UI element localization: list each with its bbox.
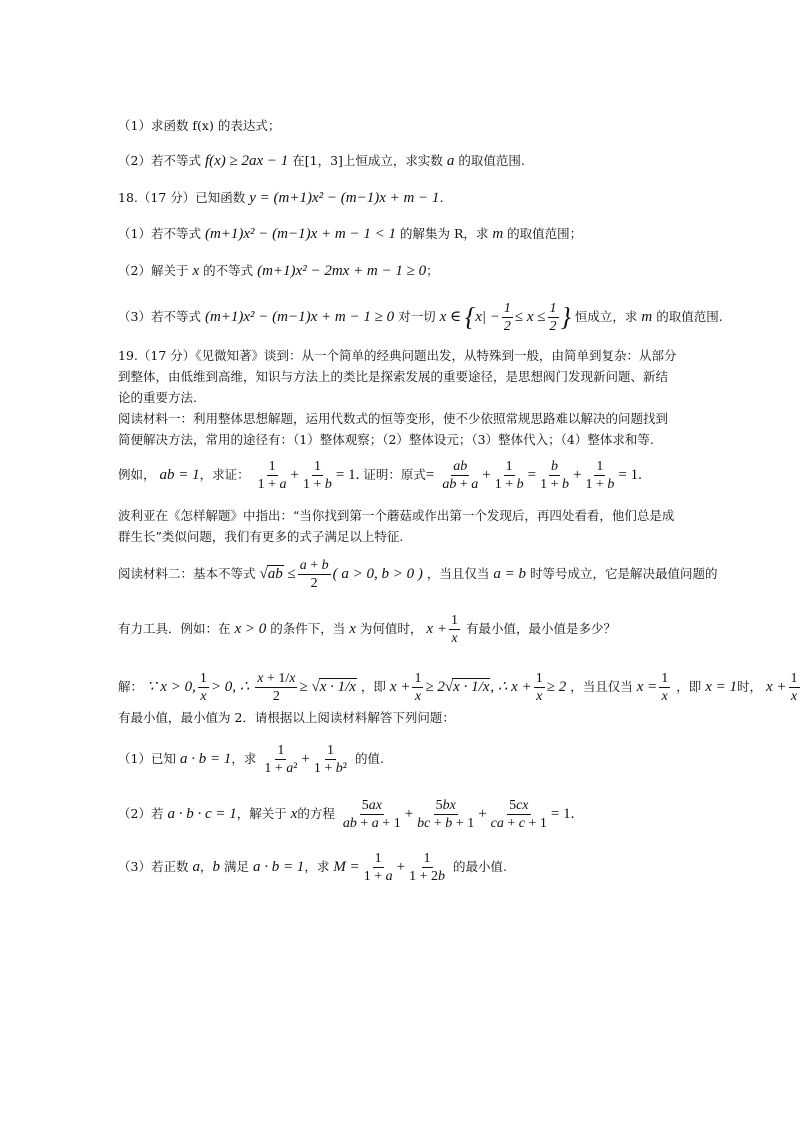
q19-q3-text-b: 满足 <box>223 859 249 874</box>
q18-part2: （2）解关于 x 的不等式 (m+1)x² − 2mx + m − 1 ≥ 0； <box>118 263 439 279</box>
q19-q1-text-a: （1）已知 <box>118 751 176 766</box>
q19-q3-text-d: 的最小值. <box>452 859 507 874</box>
q18-p2-text-b: 的不等式 <box>203 263 254 278</box>
q19-intro <box>118 345 678 408</box>
math-ab-1: ab = 1 <box>159 467 200 483</box>
q19-solution-text-d: ，即 <box>676 679 702 694</box>
q19-example-text-c: 证明：原式 <box>363 467 426 482</box>
q19-solution-text-a: 解： <box>118 679 144 694</box>
q19-example-text-b: ，求证： <box>199 467 250 482</box>
q18-p3-text-d: 的取值范围. <box>656 308 723 324</box>
q19-q1-text-c: 的值. <box>354 751 384 766</box>
q19-material2-text-b: ，当且仅当 <box>426 566 490 581</box>
q18-p3-text-c: 恒成立，求 <box>574 308 638 324</box>
q17-part2-text-b: 在[1，3]上恒成立，求实数 <box>292 153 443 168</box>
q18-p1-math: (m+1)x² − (m−1)x + m − 1 < 1 <box>204 226 396 242</box>
q19-tool-text-b: 的条件下，当 <box>270 621 346 636</box>
q19-q2: （2）若 a · b · c = 1，解关于 x的方程 $\frac{5ax}{ab + a + 1}$ + $\frac{5bx}{bc + b + 1}$ + $\frac{5cx}{ca + c + 1}$ = 1. <box>118 798 575 831</box>
set-expression: x ∈ {x| − $\frac{1}{2}$ ≤ x ≤ $\frac{1}{2}$ } <box>439 301 571 334</box>
var-m: m <box>641 308 653 325</box>
q19-q2-text-c: 的方程 <box>297 806 335 821</box>
q19-q1: （1）已知 a · b = 1，求 $\frac{1}{\text{1 + a²}}$ + $\frac{1}{\text{1 + b²}}$ 的值. <box>118 743 384 776</box>
q19-solution-text-b: ，即 <box>360 679 386 694</box>
q19-solution-text-e: 时， <box>736 679 762 694</box>
q18-head: 18.（17 分）已知函数 y = (m+1)x² − (m−1)x + m − 1. <box>118 190 444 206</box>
q19-tool-text-c: 为何值时， <box>359 621 423 636</box>
basic-inequality: √ab ≤ <box>259 566 296 582</box>
q19-solution: 解： ∵ x > 0, $\frac{1}{x}$ > 0, ∴ $\frac{x + 1/x}{2}$ ≥ √x · 1/x ，即 x + $\frac{1}{x}$ ≥ 2√x · 1/x, ∴ x + $\frac{1}{x}$ ≥ 2 ，当且仅当 x = $\frac{1}{x}$ ，即 x = 1时， x + $\frac{1}{x}$ <box>118 671 798 704</box>
q19-material2: 阅读材料二：基本不等式 √ab ≤ $\frac{a + b}{2}$ ( a > 0, b > 0 ) ，当且仅当 a = b 时等号成立，它是解决最值问题的 <box>118 558 718 591</box>
math-a-eq-b: a = b <box>493 566 526 582</box>
q17-part1 <box>118 118 280 134</box>
q19-material2-text-c: 时等号成立，它是解决最值问题的 <box>529 566 718 581</box>
math-x-gt-0: x > 0 <box>234 621 267 637</box>
var-m: m <box>492 226 504 242</box>
q19-q1-text-b: ，求 <box>231 751 257 766</box>
q18-part3 <box>118 300 723 335</box>
var-x: x <box>349 621 356 637</box>
q18-p2-text-a: （2）解关于 <box>118 263 189 278</box>
q17-part1-text: （1）求函数 f(x) 的表达式； <box>118 118 281 133</box>
q19-polya-text: 波利亚在《怎样解题》中指出：“当你找到第一个蘑菇或作出第一个发现后，再四处看看，他们总是成群生长”类似问题，我们有更多的式子满足以上特征. <box>118 508 675 544</box>
q17-part2-text-c: 的取值范围. <box>458 153 525 168</box>
q19-q3: （3）若正数 a，b 满足 a · b = 1，求 M = $\frac{1}{1 + a}$ + $\frac{1}{1 + 2b}$ 的最小值. <box>118 851 507 884</box>
q17-part2 <box>118 153 525 169</box>
q19-material2-text-a: 阅读材料二：基本不等式 <box>118 566 256 581</box>
q19-example-text-a: 例如， <box>118 467 156 482</box>
q17-part2-text-a: （2）若不等式 <box>118 153 201 168</box>
q18-p3-text-a: （3）若不等式 <box>118 308 201 324</box>
q19-solution-end <box>118 710 455 726</box>
q19-solution-text-c: ，当且仅当 <box>570 679 633 694</box>
q18-part1 <box>118 226 582 242</box>
q18-p2-math: (m+1)x² − 2mx + m − 1 ≥ 0 <box>257 263 427 279</box>
var-x: x <box>192 263 200 279</box>
q17-part2-math: f(x) ≥ 2ax − 1 <box>204 153 289 169</box>
q18-p3-math: (m+1)x² − (m−1)x + m − 1 ≥ 0 <box>204 308 395 325</box>
q19-tool: 有力工具．例如：在 x > 0 的条件下，当 x 为何值时， x + $\frac{1}{x}$ 有最小值，最小值是多少？ <box>118 613 616 646</box>
q19-q2-text-a: （2）若 <box>118 806 164 821</box>
q18-p3-text-b: 对一切 <box>398 308 436 324</box>
q19-polya <box>118 505 678 547</box>
q19-tool-text-a: 有力工具．例如：在 <box>118 621 231 636</box>
q19-solution-text-f: 有最小值，最小值为 2．请根据以上阅读材料解答下列问题： <box>118 710 455 725</box>
q19-tool-text-d: 有最小值，最小值是多少？ <box>465 621 616 636</box>
q19-material1-text: 阅读材料一：利用整体思想解题，运用代数式的恒等变形，使不少依照常规思路难以解决的问题找到简便解决方法，常用的途径有：（1）整体观察；（2）整体设元；（3）整体代入；（4）整体求和等. <box>118 411 669 447</box>
q18-head-text: 18.（17 分）已知函数 <box>118 190 246 205</box>
q19-material1 <box>118 408 678 450</box>
q19-q2-text-b: ，解关于 <box>236 806 287 821</box>
q18-function: y = (m+1)x² − (m−1)x + m − 1 <box>249 190 440 206</box>
q19-intro-text: 19.（17 分）《见微知著》谈到：从一个简单的经典问题出发，从特殊到一般，由简单到复杂：从部分到整体，由低维到高维，知识与方法上的类比是探索发展的重要途径，是思想阀门发现新问题、新结论的重要方法. <box>118 348 677 405</box>
var-a: a <box>446 153 455 169</box>
q19-example: 例如， ab = 1，求证： $\frac{1}{1 + a}$ + $\frac{1}{1 + b}$ = 1. 证明：原式= $\frac{ab}{ab + a}$ + $\frac{1}{1 + b}$ = $\frac{b}{1 + b}$ + $\frac{1}{1 + b}$ = 1. <box>118 459 642 492</box>
q19-q3-text-c: ，求 <box>304 859 330 874</box>
q19-q3-text-a: （3）若正数 <box>118 859 189 874</box>
q18-p1-text-a: （1）若不等式 <box>118 226 201 241</box>
q18-p1-text-b: 的解集为 R，求 <box>399 226 489 241</box>
q18-p1-text-c: 的取值范围； <box>507 226 583 241</box>
